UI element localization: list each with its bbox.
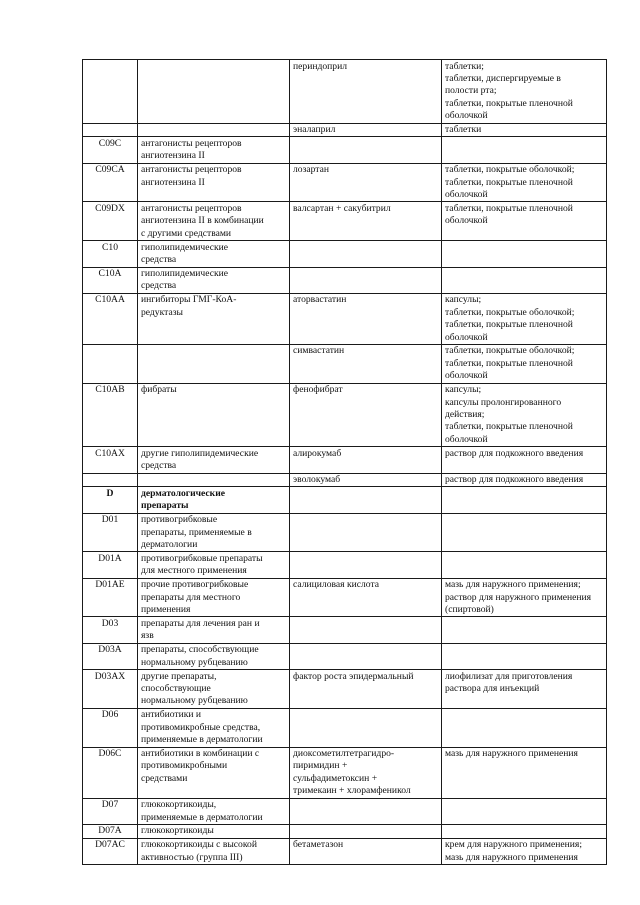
atc-code-cell: D03AX — [83, 670, 138, 709]
drug-name-cell — [290, 708, 442, 747]
atc-code-cell: C10AX — [83, 447, 138, 473]
atc-code-cell: C10 — [83, 241, 138, 267]
anatomical-group-cell: антибиотики в комбинации с противомикробными средствами — [138, 747, 290, 798]
atc-code-cell — [83, 344, 138, 383]
drug-name-cell — [290, 643, 442, 669]
drug-name-cell: фенофибрат — [290, 383, 442, 447]
drug-name-cell — [290, 513, 442, 552]
dosage-form-cell: раствор для подкожного введения — [442, 447, 607, 473]
drug-name-cell — [290, 798, 442, 824]
atc-code-cell: D03A — [83, 643, 138, 669]
table-body — [83, 60, 607, 865]
dosage-form-cell — [442, 552, 607, 578]
dosage-form-cell: таблетки, покрытые оболочкой; таблетки, покрытые пленочной оболочкой — [442, 344, 607, 383]
atc-code-cell — [83, 123, 138, 137]
atc-code-cell: C10A — [83, 267, 138, 293]
dosage-form-cell: таблетки; таблетки, диспергируемые в полости рта; таблетки, покрытые пленочной оболочкой — [442, 60, 607, 124]
anatomical-group-cell — [138, 60, 290, 124]
atc-code-cell: D06C — [83, 747, 138, 798]
table-row — [83, 643, 607, 669]
atc-code-cell: D07 — [83, 798, 138, 824]
dosage-form-cell: таблетки, покрытые пленочной оболочкой — [442, 202, 607, 241]
anatomical-group-cell: глюкокортикоиды, применяемые в дерматологии — [138, 798, 290, 824]
anatomical-group-cell: противогрибковые препараты для местного применения — [138, 552, 290, 578]
drug-name-cell — [290, 137, 442, 163]
drug-name-cell: периндоприл — [290, 60, 442, 124]
atc-code-cell: D07AC — [83, 838, 138, 864]
drug-name-cell — [290, 267, 442, 293]
anatomical-group-cell: другие гиполипидемические средства — [138, 447, 290, 473]
atc-code-cell: D03 — [83, 617, 138, 643]
atc-code-cell: D01 — [83, 513, 138, 552]
anatomical-group-cell: препараты для лечения ран и язв — [138, 617, 290, 643]
table-row — [83, 383, 607, 447]
table-row — [83, 293, 607, 344]
anatomical-group-cell: другие препараты, способствующие нормальному рубцеванию — [138, 670, 290, 709]
table-row — [83, 824, 607, 838]
anatomical-group-cell — [138, 473, 290, 487]
anatomical-group-cell: антибиотики и противомикробные средства, применяемые в дерматологии — [138, 708, 290, 747]
atc-code-cell — [83, 60, 138, 124]
atc-code-cell: C10AB — [83, 383, 138, 447]
table-row — [83, 708, 607, 747]
atc-code-cell: C09CA — [83, 163, 138, 202]
anatomical-group-cell: глюкокортикоиды — [138, 824, 290, 838]
table-row — [83, 123, 607, 137]
anatomical-group-cell: препараты, способствующие нормальному рубцеванию — [138, 643, 290, 669]
anatomical-group-cell: гиполипидемические средства — [138, 241, 290, 267]
atc-code-cell: D06 — [83, 708, 138, 747]
dosage-form-cell — [442, 137, 607, 163]
drug-classification-table — [82, 59, 607, 865]
table-row — [83, 513, 607, 552]
dosage-form-cell — [442, 824, 607, 838]
anatomical-group-cell: глюкокортикоиды с высокой активностью (группа III) — [138, 838, 290, 864]
table-row — [83, 202, 607, 241]
dosage-form-cell: раствор для подкожного введения — [442, 473, 607, 487]
atc-code-cell: D07A — [83, 824, 138, 838]
table-row — [83, 60, 607, 124]
table-row — [83, 163, 607, 202]
dosage-form-cell — [442, 241, 607, 267]
dosage-form-cell: лиофилизат для приготовления раствора для инъекций — [442, 670, 607, 709]
table-row — [83, 798, 607, 824]
table-row — [83, 344, 607, 383]
anatomical-group-cell — [138, 123, 290, 137]
drug-name-cell: фактор роста эпидермальный — [290, 670, 442, 709]
table-row — [83, 267, 607, 293]
dosage-form-cell — [442, 617, 607, 643]
drug-name-cell: эналаприл — [290, 123, 442, 137]
anatomical-group-cell — [138, 344, 290, 383]
table-row — [83, 747, 607, 798]
table-row — [83, 838, 607, 864]
dosage-form-cell — [442, 643, 607, 669]
drug-name-cell — [290, 487, 442, 513]
atc-code-cell: D01AE — [83, 578, 138, 617]
anatomical-group-cell: антагонисты рецепторов ангиотензина II — [138, 137, 290, 163]
dosage-form-cell — [442, 708, 607, 747]
atc-code-cell — [83, 473, 138, 487]
table-row — [83, 473, 607, 487]
drug-name-cell: лозартан — [290, 163, 442, 202]
drug-name-cell: аторвастатин — [290, 293, 442, 344]
anatomical-group-cell: гиполипидемические средства — [138, 267, 290, 293]
dosage-form-cell: таблетки — [442, 123, 607, 137]
atc-code-cell: C09DX — [83, 202, 138, 241]
anatomical-group-cell: фибраты — [138, 383, 290, 447]
drug-name-cell — [290, 617, 442, 643]
dosage-form-cell: крем для наружного применения; мазь для наружного применения — [442, 838, 607, 864]
table-row — [83, 552, 607, 578]
dosage-form-cell: капсулы; капсулы пролонгированного действия; таблетки, покрытые пленочной оболочкой — [442, 383, 607, 447]
dosage-form-cell — [442, 513, 607, 552]
anatomical-group-cell: прочие противогрибковые препараты для местного применения — [138, 578, 290, 617]
atc-code-cell: C09C — [83, 137, 138, 163]
table-row — [83, 447, 607, 473]
dosage-form-cell — [442, 798, 607, 824]
table-row — [83, 617, 607, 643]
drug-name-cell — [290, 552, 442, 578]
table-row — [83, 137, 607, 163]
anatomical-group-cell: антагонисты рецепторов ангиотензина II — [138, 163, 290, 202]
drug-name-cell: диоксометилтетрагидро- пиримидин + сульфадиметоксин + тримекаин + хлорамфеникол — [290, 747, 442, 798]
dosage-form-cell: мазь для наружного применения; раствор для наружного применения (спиртовой) — [442, 578, 607, 617]
anatomical-group-cell: антагонисты рецепторов ангиотензина II в комбинации с другими средствами — [138, 202, 290, 241]
atc-code-cell: C10AA — [83, 293, 138, 344]
dosage-form-cell: таблетки, покрытые оболочкой; таблетки, покрытые пленочной оболочкой — [442, 163, 607, 202]
drug-name-cell: салициловая кислота — [290, 578, 442, 617]
table-row — [83, 487, 607, 513]
drug-name-cell: эволокумаб — [290, 473, 442, 487]
dosage-form-cell: капсулы; таблетки, покрытые оболочкой; таблетки, покрытые пленочной оболочкой — [442, 293, 607, 344]
anatomical-group-cell: противогрибковые препараты, применяемые в дерматологии — [138, 513, 290, 552]
drug-name-cell — [290, 824, 442, 838]
dosage-form-cell — [442, 267, 607, 293]
dosage-form-cell: мазь для наружного применения — [442, 747, 607, 798]
atc-code-cell: D — [83, 487, 138, 513]
drug-name-cell — [290, 241, 442, 267]
anatomical-group-cell: дерматологические препараты — [138, 487, 290, 513]
table-row — [83, 670, 607, 709]
atc-code-cell: D01A — [83, 552, 138, 578]
drug-name-cell: валсартан + сакубитрил — [290, 202, 442, 241]
anatomical-group-cell: ингибиторы ГМГ-КоА- редуктазы — [138, 293, 290, 344]
dosage-form-cell — [442, 487, 607, 513]
table-row — [83, 241, 607, 267]
drug-name-cell: симвастатин — [290, 344, 442, 383]
table-row — [83, 578, 607, 617]
drug-name-cell: алирокумаб — [290, 447, 442, 473]
drug-name-cell: бетаметазон — [290, 838, 442, 864]
